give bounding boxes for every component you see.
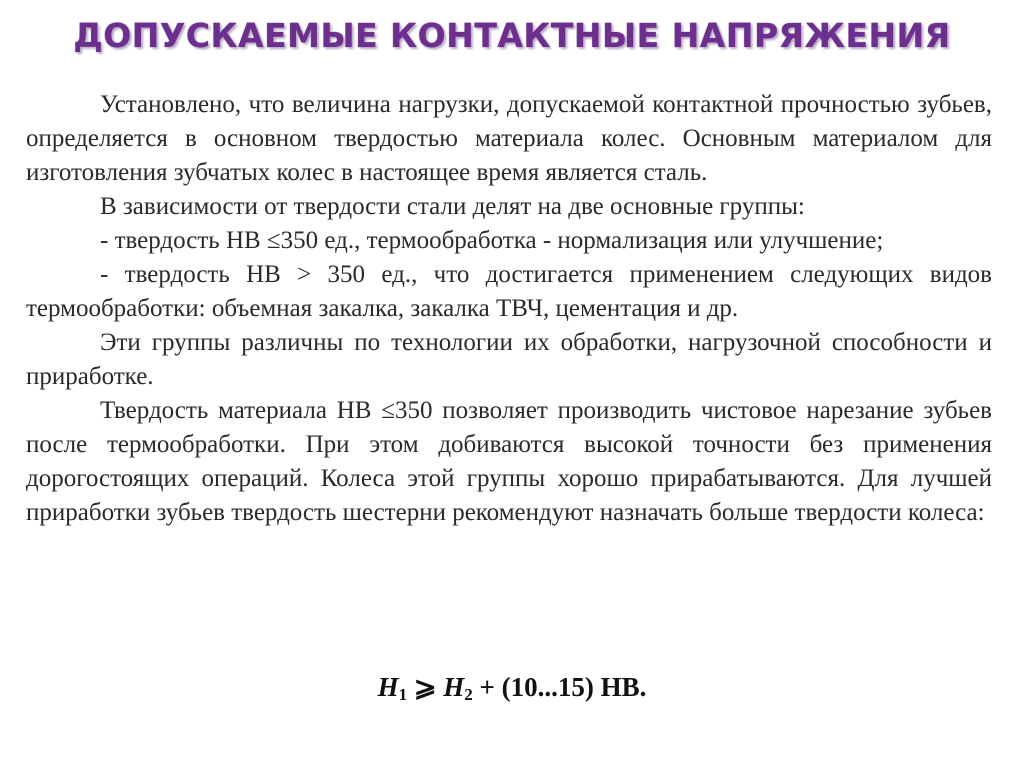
- paragraph-intro: Установлено, что величина нагрузки, допускаемой контактной прочностью зубьев, определяется в основном твердостью материала колес. Основным материалом для изготовления зубчатых колес в настоящее время является сталь.: [26, 91, 992, 186]
- paragraph-group-low-hardness: - твердость НВ ≤350 ед., термообработка - нормализация или улучшение;: [100, 227, 884, 254]
- paragraph-differences: Эти группы различны по технологии их обработки, нагрузочной способности и приработке.: [26, 329, 992, 390]
- hardness-formula: [0, 672, 1024, 705]
- paragraph-recommendation: Твердость материала НВ ≤350 позволяет производить чистовое нарезание зубьев после термообработки. При этом добиваются высокой точности без применения дорогостоящих операций. Колеса этой группы хорошо прирабатываются. Для лучшей приработки зубьев твердость шестерни рекомендуют назначать больше твердости колеса:: [26, 397, 992, 526]
- formula-h2-subscript: 2: [464, 685, 473, 704]
- paragraph-groups: В зависимости от твердости стали делят на две основные группы:: [100, 193, 805, 220]
- formula-h1-subscript: 1: [398, 685, 408, 704]
- formula-relation: ⩾: [413, 672, 437, 702]
- paragraph-group-high-hardness: - твердость НВ > 350 ед., что достигается применением следующих видов термообработки: объемная закалка, закалка ТВЧ, цементация и др.: [26, 261, 992, 322]
- formula-h2: H: [443, 672, 465, 702]
- slide-title: ДОПУСКАЕМЫЕ КОНТАКТНЫЕ НАПРЯЖЕНИЯ: [73, 16, 951, 55]
- slide-body: [26, 88, 992, 530]
- formula-rest: + (10...15) НВ.: [479, 672, 647, 702]
- formula-h1: H: [377, 672, 399, 702]
